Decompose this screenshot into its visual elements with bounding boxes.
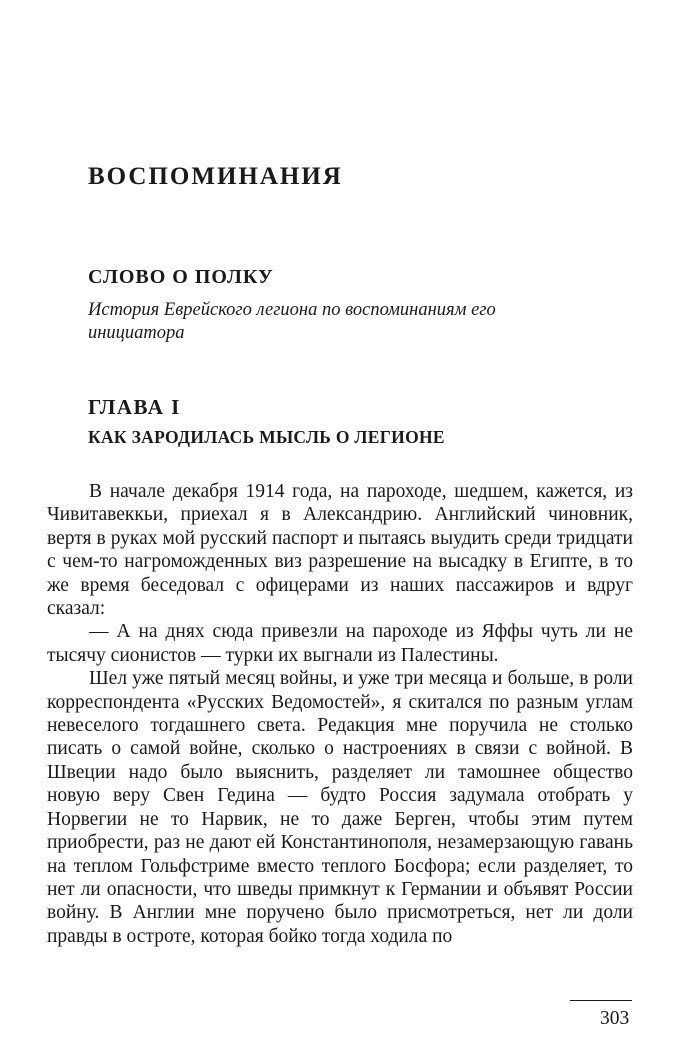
section-title: СЛОВО О ПОЛКУ	[88, 266, 274, 288]
section-subtitle: История Еврейского легиона по воспоминаниям его инициатора	[88, 300, 496, 343]
paragraph-1: В начале декабря 1914 года, на пароходе, шедшем, кажется, из Чивитавеккьи, приехал я в Александрию. Английский чиновник, вертя в руках мой русский паспорт и пытаясь выудить среди тридцати с чем-то нагроможденных виз разрешение на высадку в Египте, в то же время беседовал с офицерами из наших пассажиров и вдруг сказал:	[47, 481, 633, 620]
paragraph-3: Шел уже пятый месяц войны, и уже три месяца и больше, в роли корреспондента «Русских Ведомостей», я скитался по разным углам невеселого тогдашнего света. Редакция мне поручила не столько писать о самой войне, сколько о настроениях в связи с войной. В Швеции надо было выяснить, разделяет ли тамошнее общество новую веру Свен Гедина — будто Россия задумала отобрать у Норвегии не то Нарвик, не то даже Берген, чтобы этим путем приобрести, раз не дают ей Константинополя, незамерзающую гавань на теплом Гольфстриме вместо теплого Босфора; если разделяет, то нет ли опасности, что шведы примкнут к Германии и объявят России войну. В Англии мне поручено было присмотреться, нет ли доли правды в остроте, которая бойко тогда ходила по	[47, 668, 633, 947]
paragraph-2: — А на днях сюда привезли на пароходе из Яффы чуть ли не тысячу сионистов — турки их выгнали из Палестины.	[47, 621, 633, 666]
chapter-number: ГЛАВА I	[88, 395, 181, 419]
footer-rule	[570, 1000, 632, 1001]
body-text	[47, 480, 633, 948]
page-number: 303	[600, 1008, 630, 1029]
chapter-title: КАК ЗАРОДИЛАСЬ МЫСЛЬ О ЛЕГИОНЕ	[88, 427, 445, 447]
page-title: ВОСПОМИНАНИЯ	[88, 163, 343, 190]
